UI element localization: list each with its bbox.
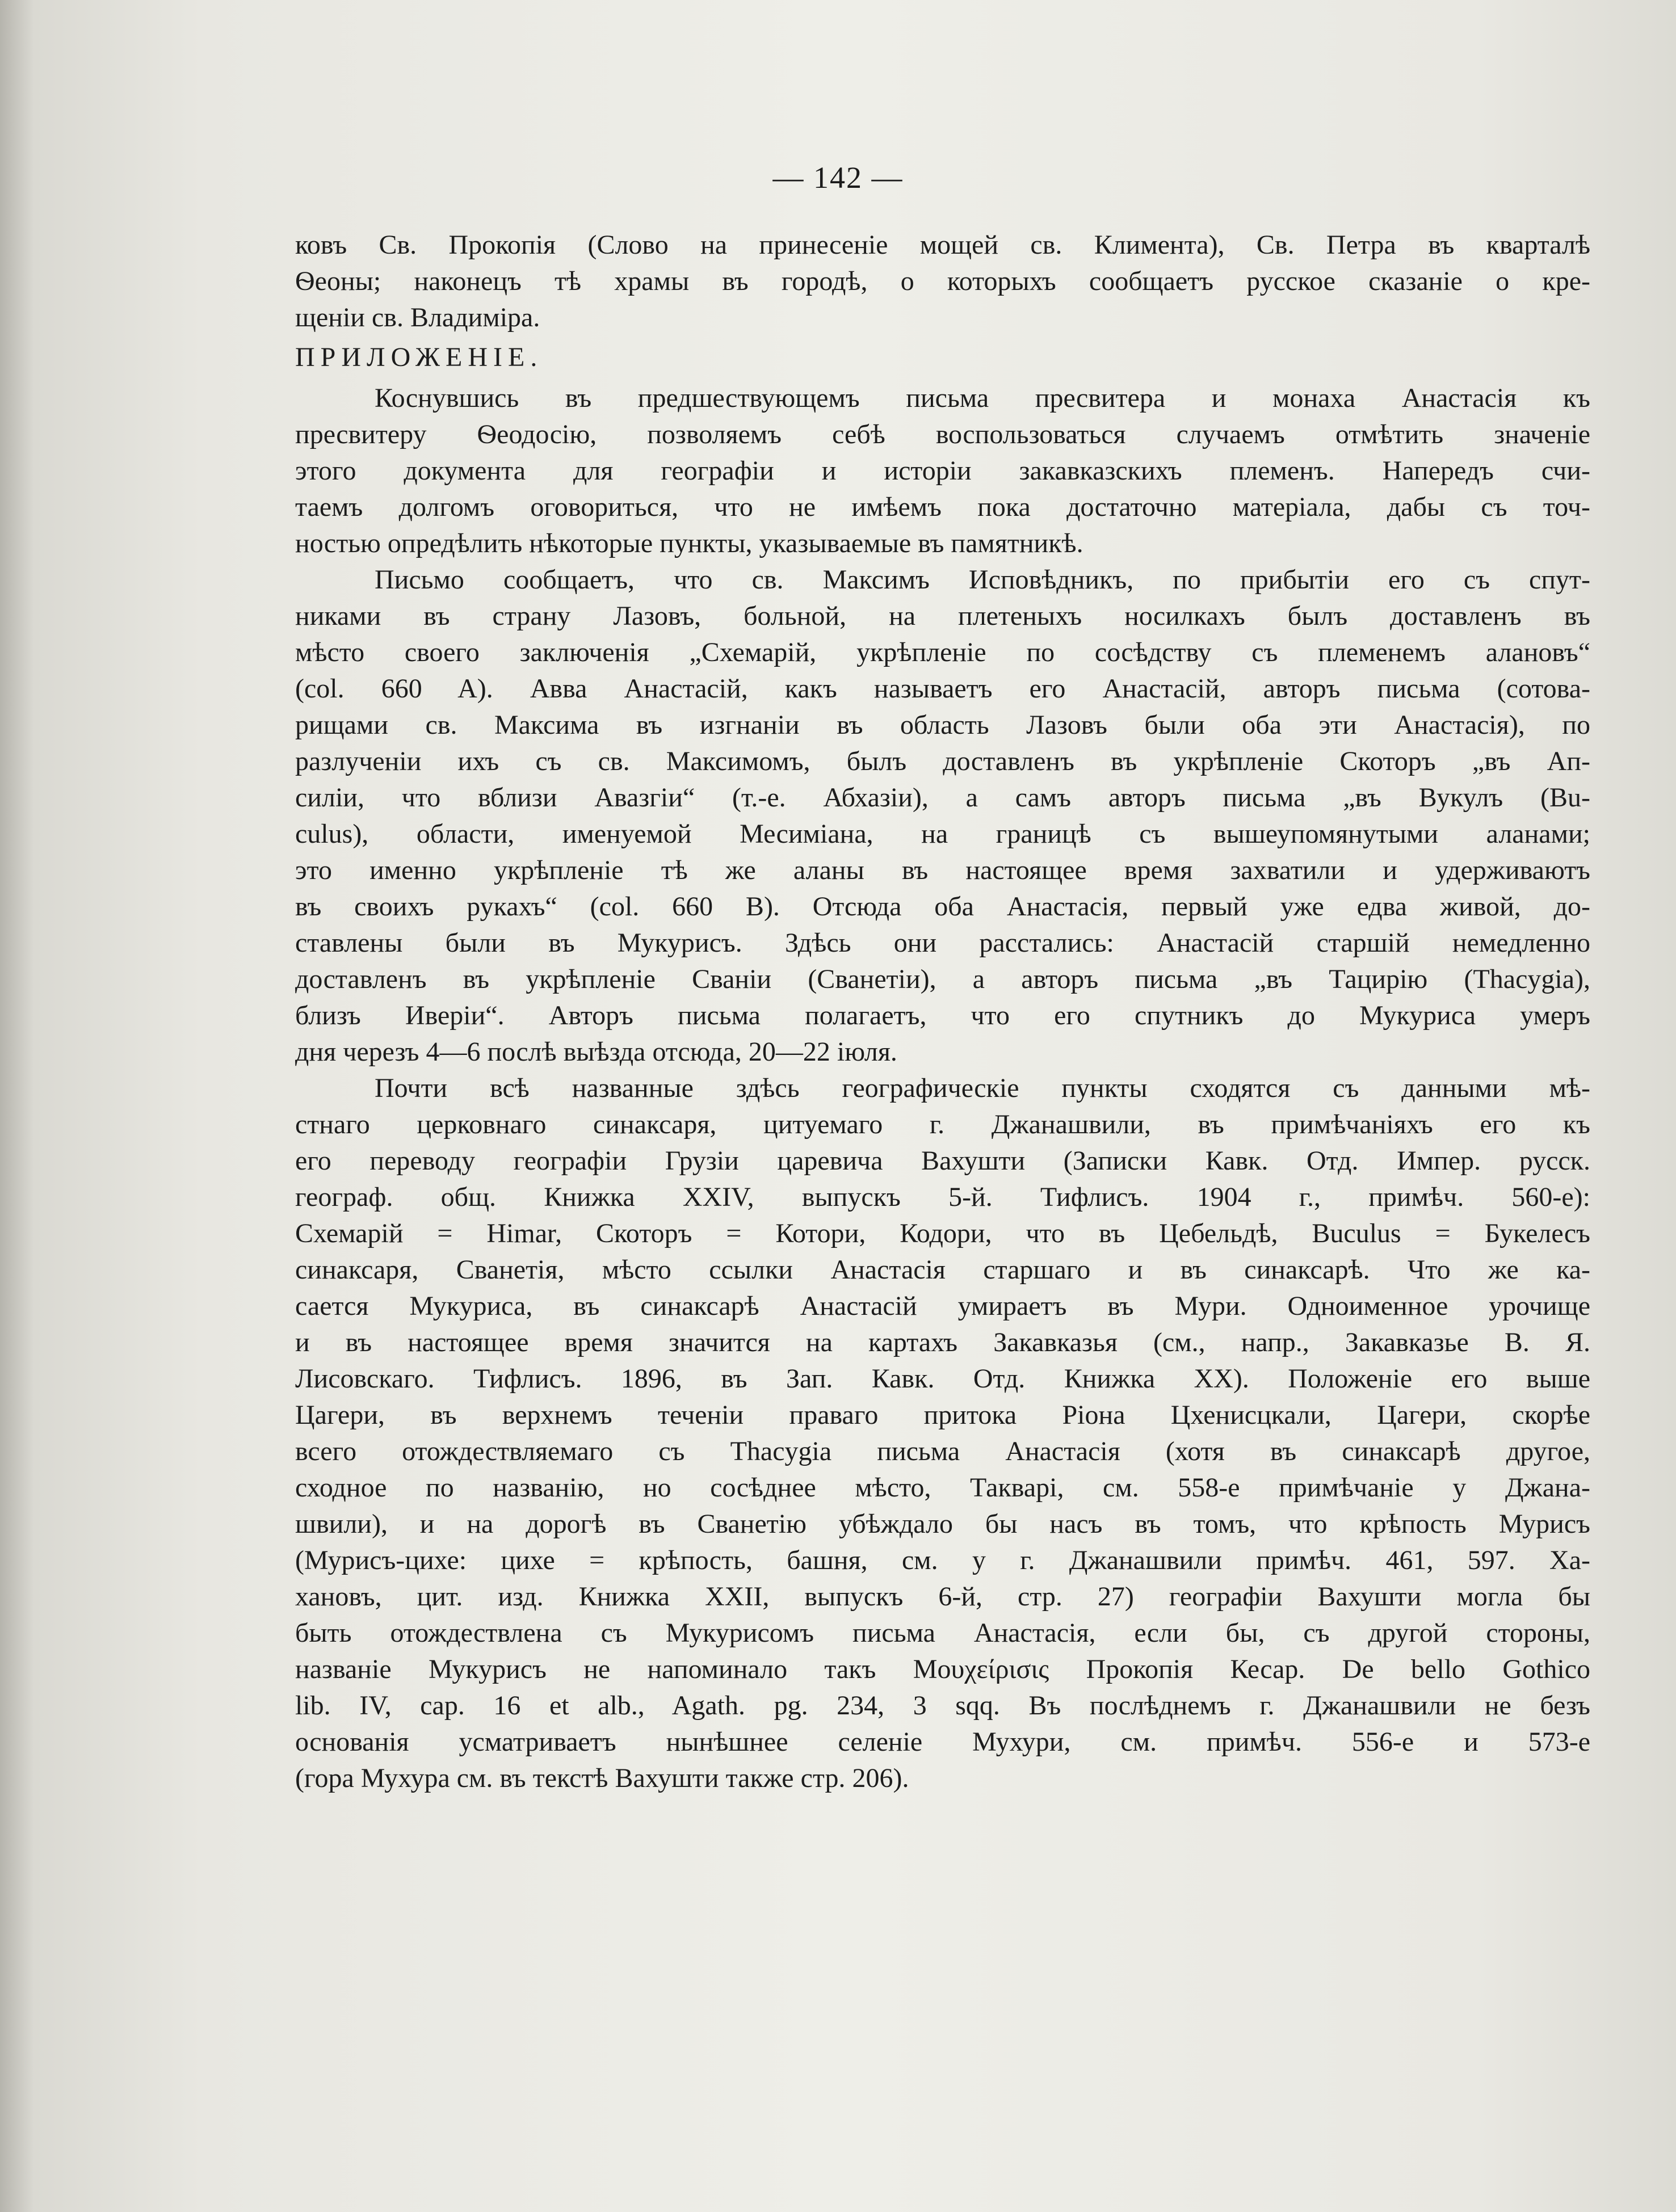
text-line: и въ настоящее время значится на картахъ Закавказья (см., напр., Закавказье В. Я. [295,1327,1590,1357]
text-line: въ своихъ рукахъ“ (col. 660 B). Отсюда оба Анастасія, первый уже едва живой, до- [295,891,1590,922]
text-line: culus), области, именуемой Месиміана, на границѣ съ вышеупомянутыми аланами; [295,819,1590,849]
text-line: щеніи св. Владиміра. [295,302,540,333]
text-line: Коснувшись въ предшествующемъ письма пресвитера и монаха Анастасія къ [375,383,1590,413]
text-line: швили), и на дорогѣ въ Сванетію убѣждало бы насъ въ томъ, что крѣпость Мурисъ [295,1509,1590,1539]
page-number: — 142 — [772,161,904,195]
text-line: сходное по названію, но сосѣднее мѣсто, Такварі, см. 558-е примѣчаніе у Джана- [295,1473,1590,1503]
text-line: ковъ Св. Прокопія (Слово на принесеніе мощей св. Климента), Св. Петра въ кварталѣ [295,230,1590,260]
text-line: основанія усматриваетъ нынѣшнее селеніе Мухури, см. примѣч. 556-е и 573-е [295,1727,1590,1757]
text-line: всего отождествляемаго съ Thacygia письма Анастасія (хотя въ синаксарѣ другое, [295,1436,1590,1466]
text-line: ставлены были въ Мукурисъ. Здѣсь они расстались: Анастасій старшій немедленно [295,928,1590,958]
text-line: таемъ долгомъ оговориться, что не имѣемъ пока достаточно матеріала, дабы съ точ- [295,492,1590,522]
text-line: доставленъ въ укрѣпленіе Сваніи (Сванетіи), а авторъ письма „въ Тацирію (Thacygia), [295,964,1590,994]
text-line: Письмо сообщаетъ, что св. Максимъ Исповѣдникъ, по прибытіи его съ спут- [375,565,1590,595]
text-line: его переводу географіи Грузіи царевича Вахушти (Записки Кавк. Отд. Импер. русск. [295,1146,1590,1176]
text-line: рищами св. Максима въ изгнаніи въ область Лазовъ были оба эти Анастасія), по [295,710,1590,740]
page-body [295,227,1590,1797]
text-line: Ѳеоны; наконецъ тѣ храмы въ городѣ, о которыхъ сообщаетъ русское сказаніе о кре- [295,266,1590,296]
text-line: разлученіи ихъ съ св. Максимомъ, былъ доставленъ въ укрѣпленіе Скоторъ „въ Ап- [295,746,1590,776]
text-line: lib. IV, cap. 16 et alb., Agath. pg. 234, 3 sqq. Въ послѣднемъ г. Джанашвили не безъ [295,1690,1590,1721]
text-line: близъ Иверіи“. Авторъ письма полагаетъ, что его спутникъ до Мукуриса умеръ [295,1000,1590,1031]
text-line: Цагери, въ верхнемъ теченіи праваго притока Ріона Цхенисцкали, Цагери, скорѣе [295,1400,1590,1430]
text-line: Лисовскаго. Тифлисъ. 1896, въ Зап. Кавк. Отд. Книжка XX). Положеніе его выше [295,1364,1590,1394]
text-line: это именно укрѣпленіе тѣ же аланы въ настоящее время захватили и удерживаютъ [295,855,1590,885]
text-line: сается Мукуриса, въ синаксарѣ Анастасій умираетъ въ Мури. Одноименное урочище [295,1291,1590,1321]
section-heading: ПРИЛОЖЕНІЕ. [295,342,543,372]
text-line: никами въ страну Лазовъ, больной, на плетеныхъ носилкахъ былъ доставленъ въ [295,601,1590,631]
text-line: Схемарій = Himar, Скоторъ = Котори, Кодори, что въ Цебельдѣ, Buculus = Букелесъ [295,1218,1590,1248]
paragraph-2 [295,562,1590,1070]
gutter-shadow [0,0,34,2212]
intro-paragraph [295,227,1590,336]
text-line: мѣсто своего заключенія „Схемарій, укрѣпленіе по сосѣдству съ племенемъ алановъ“ [295,637,1590,667]
paragraph-3 [295,1070,1590,1797]
text-line: синаксаря, Сванетія, мѣсто ссылки Анастасія старшаго и въ синаксарѣ. Что же ка- [295,1255,1590,1285]
text-line: этого документа для географіи и исторіи закавказскихъ племенъ. Напередъ счи- [295,456,1590,486]
text-line: ностью опредѣлить нѣкоторые пункты, указываемые въ памятникѣ. [295,528,1083,558]
text-line: географ. общ. Книжка XXIV, выпускъ 5-й. Тифлисъ. 1904 г., примѣч. 560-е): [295,1182,1590,1212]
text-line: (Мурисъ-цихе: цихе = крѣпость, башня, см. у г. Джанашвили примѣч. 461, 597. Ха- [295,1545,1590,1575]
text-line: стнаго церковнаго синаксаря, цитуемаго г. Джанашвили, въ примѣчаніяхъ его къ [295,1109,1590,1139]
text-line: дня черезъ 4—6 послѣ выѣзда отсюда, 20—22 іюля. [295,1037,897,1067]
text-line: (col. 660 A). Авва Анастасій, какъ называетъ его Анастасій, авторъ письма (сотова- [295,674,1590,704]
text-line: (гора Мухура см. въ текстѣ Вахушти также стр. 206). [295,1763,909,1793]
text-line: пресвитеру Ѳеодосію, позволяемъ себѣ воспользоваться случаемъ отмѣтить значеніе [295,419,1590,449]
text-line: Почти всѣ названные здѣсь географическіе пункты сходятся съ данными мѣ- [375,1073,1590,1103]
text-line: названіе Мукурисъ не напоминало такъ Μουχείρισις Прокопія Кесар. De bello Gothico [295,1654,1590,1684]
text-line: быть отождествлена съ Мукурисомъ письма Анастасія, если бы, съ другой стороны, [295,1618,1590,1648]
paragraph-1 [295,380,1590,562]
text-line: силіи, что вблизи Авазгіи“ (т.-е. Абхазіи), а самъ авторъ письма „въ Вукулъ (Bu- [295,783,1590,813]
text-line: хановъ, цит. изд. Книжка XXII, выпускъ 6-й, стр. 27) географіи Вахушти могла бы [295,1582,1590,1612]
